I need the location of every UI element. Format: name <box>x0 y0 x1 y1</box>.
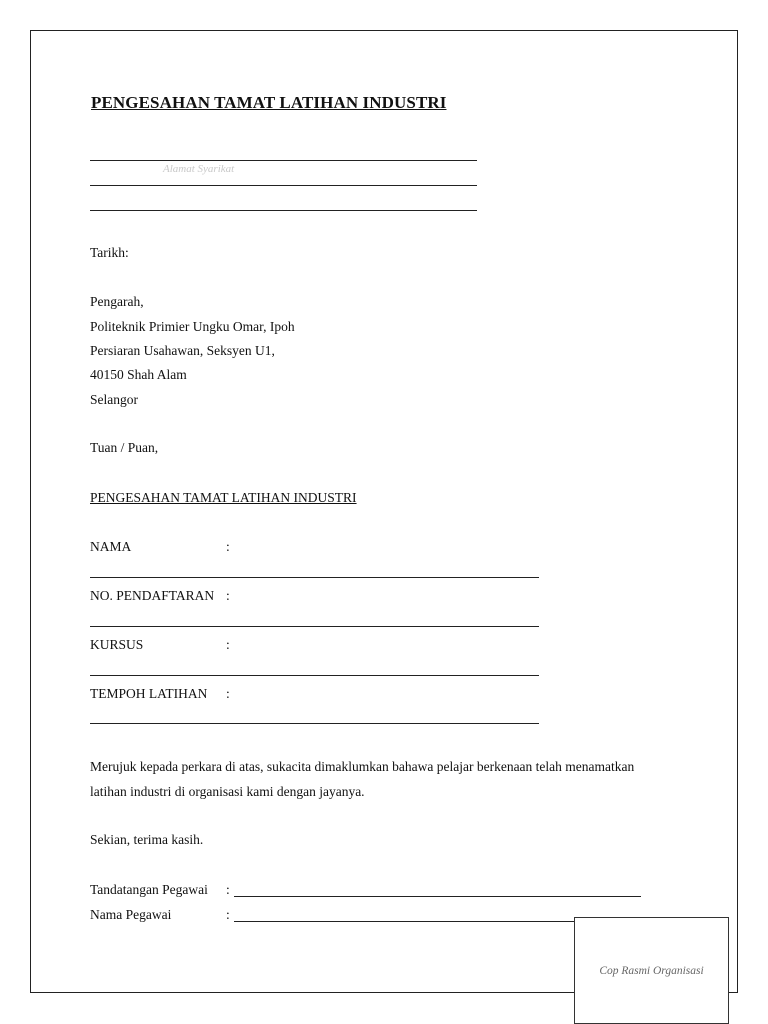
address-line-1[interactable] <box>90 160 477 161</box>
recipient-line-4: 40150 Shah Alam <box>90 367 187 382</box>
recipient-line-1: Pengarah, <box>90 294 144 309</box>
stamp-label: Cop Rasmi Organisasi <box>599 964 704 977</box>
signature-label: Tandatangan Pegawai <box>90 882 208 897</box>
official-stamp-box <box>574 917 729 1024</box>
subject-heading: PENGESAHAN TAMAT LATIHAN INDUSTRI <box>90 490 357 505</box>
recipient-line-3: Persiaran Usahawan, Seksyen U1, <box>90 343 275 358</box>
field-colon-nama: : <box>226 539 230 554</box>
field-colon-kursus: : <box>226 637 230 652</box>
address-line-2[interactable] <box>90 185 477 186</box>
field-label-kursus: KURSUS <box>90 637 144 652</box>
officer-name-label: Nama Pegawai <box>90 907 172 922</box>
field-line-tempoh-latihan[interactable] <box>90 723 539 724</box>
field-colon-tempoh-latihan: : <box>226 686 230 701</box>
address-placeholder: Alamat Syarikat <box>163 163 235 175</box>
field-line-no-pendaftaran[interactable] <box>90 626 539 627</box>
field-label-no-pendaftaran: NO. PENDAFTARAN <box>90 588 215 603</box>
field-colon-no-pendaftaran: : <box>226 588 230 603</box>
field-line-nama[interactable] <box>90 577 539 578</box>
signature-colon: : <box>226 882 230 897</box>
field-label-tempoh-latihan: TEMPOH LATIHAN <box>90 686 208 701</box>
recipient-line-2: Politeknik Primier Ungku Omar, Ipoh <box>90 319 295 334</box>
letter-title: PENGESAHAN TAMAT LATIHAN INDUSTRI <box>91 93 447 112</box>
field-line-kursus[interactable] <box>90 675 539 676</box>
body-text-line-1: Merujuk kepada perkara di atas, sukacita dimaklumkan bahawa pelajar berkenaan telah menamatkan <box>90 759 635 774</box>
salutation: Tuan / Puan, <box>90 440 159 455</box>
body-text-line-2: latihan industri di organisasi kami dengan jayanya. <box>90 784 365 799</box>
field-label-nama: NAMA <box>90 539 132 554</box>
officer-name-colon: : <box>226 907 230 922</box>
date-label: Tarikh: <box>90 245 129 260</box>
address-line-3[interactable] <box>90 210 477 211</box>
officer-name-line[interactable] <box>234 921 574 922</box>
signature-line[interactable] <box>234 896 641 897</box>
recipient-line-5: Selangor <box>90 392 138 407</box>
closing-text: Sekian, terima kasih. <box>90 832 204 847</box>
page-border <box>30 30 738 993</box>
